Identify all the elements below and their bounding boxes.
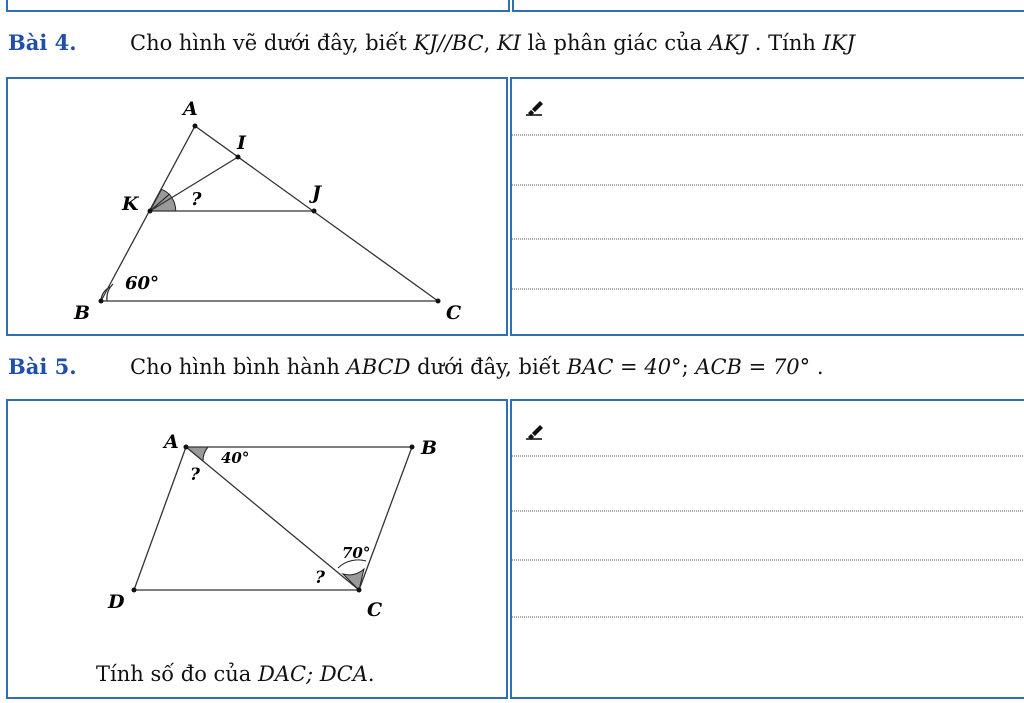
writing-hand-icon — [526, 101, 543, 116]
unknown-angle-c: ? — [315, 568, 325, 588]
problem4-text-after: . Tính — [748, 31, 823, 55]
problem4-cond1: KJ//BC — [413, 31, 484, 55]
problem5-question-angles: DAC; DCA — [258, 662, 368, 686]
problem5-figure-box — [6, 399, 508, 699]
problem5-answer-lines — [512, 401, 1024, 699]
problem4-figure — [8, 79, 508, 336]
problem4-angle1: AKJ — [708, 31, 749, 55]
problem5-shape: ABCD — [346, 355, 411, 379]
problem5-given1: BAC = 40° — [566, 355, 682, 379]
label-d: D — [108, 591, 125, 613]
problem5-text: Cho hình bình hành — [130, 355, 347, 379]
problem5-question — [96, 662, 375, 686]
separator: ; — [681, 355, 696, 379]
problem4-figure-box — [6, 77, 508, 336]
problem4-target: IKJ — [822, 31, 855, 55]
point-b — [99, 299, 104, 304]
problem4-statement — [8, 30, 855, 55]
label-b: B — [421, 437, 438, 459]
label-i: I — [237, 132, 246, 154]
problem5-given2: ACB = 70° — [695, 355, 811, 379]
angle-b-arc-2 — [107, 284, 113, 301]
point-a — [193, 124, 198, 129]
point-j — [312, 209, 317, 214]
problem5-figure — [8, 401, 508, 699]
angle-b-label: 60° — [125, 273, 160, 294]
line-da — [134, 447, 186, 590]
point-d — [132, 588, 137, 593]
label-a: A — [183, 98, 198, 120]
problem5-question-text: Tính số đo của — [96, 662, 258, 686]
unknown-angle-label: ? — [191, 189, 202, 210]
point-c — [357, 588, 362, 593]
line-bc — [359, 447, 412, 590]
label-j: J — [312, 182, 321, 204]
point-k — [148, 209, 153, 214]
problem4-number: Bài 4. — [8, 30, 77, 55]
label-a: A — [164, 431, 179, 453]
separator: , — [483, 31, 497, 55]
problem4-text-mid: là phân giác của — [520, 31, 709, 55]
point-i — [236, 155, 241, 160]
angle-c-label: 70° — [342, 544, 371, 562]
problem5-text-after: . — [810, 355, 824, 379]
problem5-question-end: . — [367, 662, 375, 686]
problem5-answer-box — [510, 399, 1024, 699]
diagonal-ac — [186, 447, 359, 590]
label-c: C — [446, 302, 462, 324]
line-ac — [195, 126, 438, 301]
problem5-text-mid: dưới đây, biết — [410, 355, 567, 379]
point-b — [410, 445, 415, 450]
point-a — [184, 445, 189, 450]
problem4-cond2: KI — [496, 31, 521, 55]
problem5-number: Bài 5. — [8, 354, 77, 379]
angle-a-label: 40° — [221, 449, 250, 467]
writing-hand-icon — [526, 425, 543, 440]
unknown-angle-a: ? — [190, 465, 200, 485]
label-c: C — [367, 599, 383, 621]
point-c — [436, 299, 441, 304]
problem5-statement — [8, 354, 824, 379]
problem4-answer-box — [510, 77, 1024, 336]
top-table-edge — [6, 0, 1024, 12]
label-k: K — [122, 193, 139, 215]
problem4-answer-lines — [512, 79, 1024, 336]
problem4-text: Cho hình vẽ dưới đây, biết — [130, 31, 414, 55]
label-b: B — [74, 302, 91, 324]
